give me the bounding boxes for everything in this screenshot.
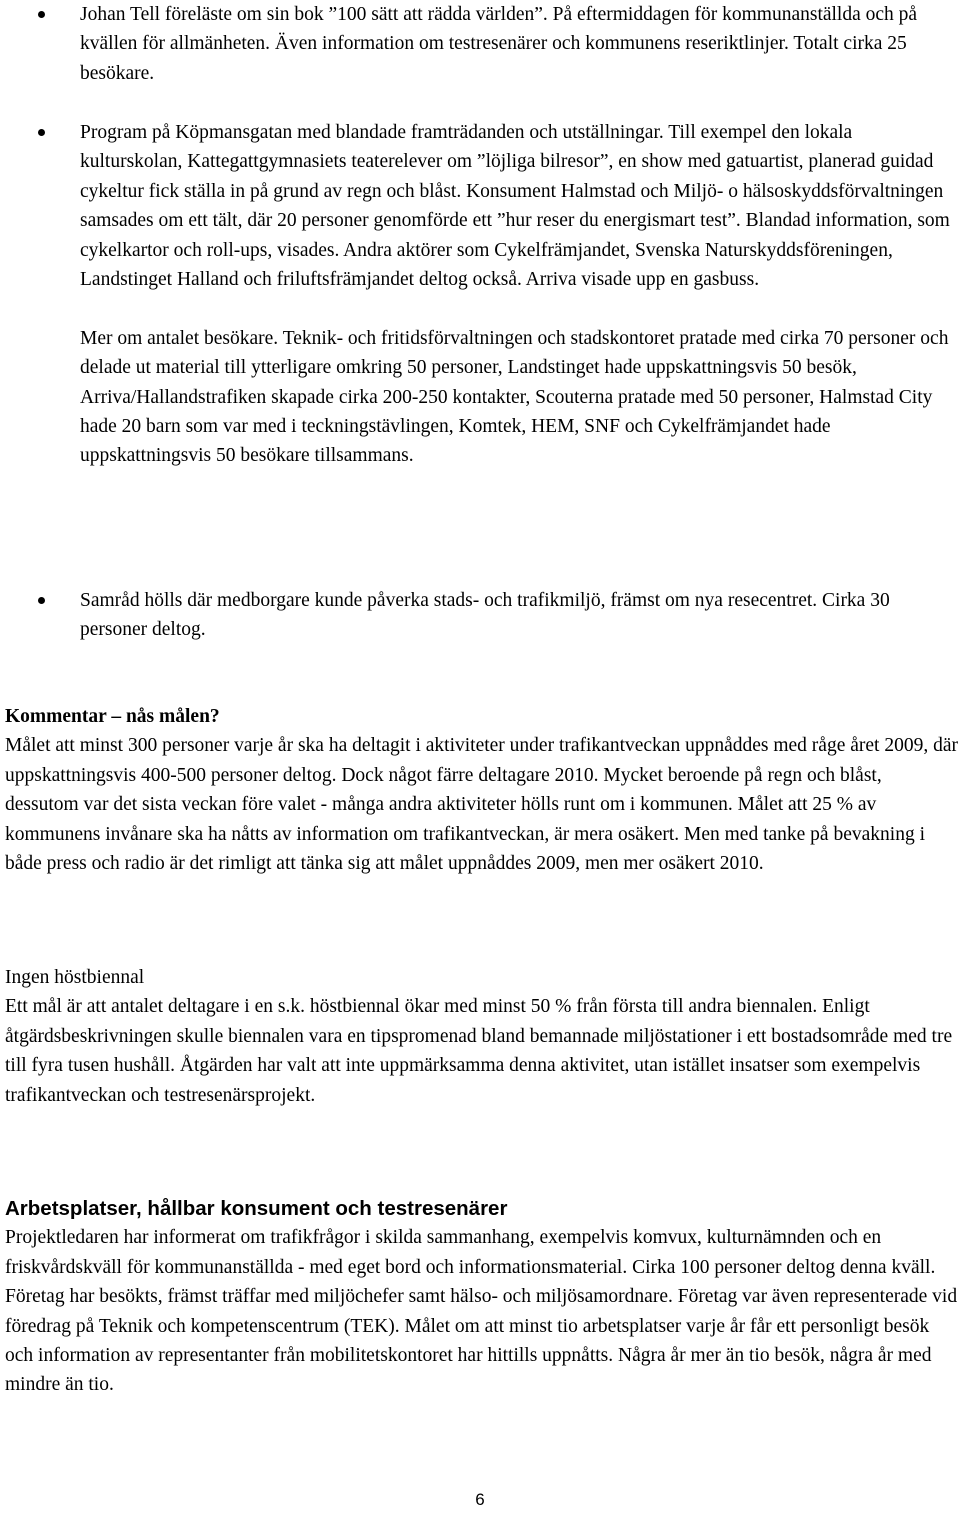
biennal-section: [5, 963, 958, 1110]
arbetsplatser-section: [5, 1194, 958, 1400]
paragraph: Ett mål är att antalet deltagare i en s.k. höstbiennal ökar med minst 50 % från första till andra biennalen. Enligt åtgärdsbeskrivningen skulle biennalen vara en tipspromenad bland bemannade miljöstationer i ett bostadsområde med tre till fyra tusen hushåll. Åtgärden har valt att inte uppmärksamma denna aktivitet, utan istället insatser som exempelvis trafikantveckan och testresenärsprojekt.: [5, 996, 953, 1106]
section-heading: Kommentar – nås målen?: [5, 706, 220, 727]
bullet-icon: [38, 597, 45, 604]
kommentar-section: [5, 702, 958, 878]
paragraph: Målet att minst 300 personer varje år ska ha deltagit i aktiviteter under trafikantveckan uppnåddes med råge året 2009, där uppskattningsvis 400-500 personer deltog. Dock något färre deltagare 2010. Mycket beroende på regn och blåst, dessutom var det sista veckan före valet - många andra aktiviteter hölls runt om i kommunen. Målet att 25 % av kommunens invånare ska ha nåtts av information om trafikantveckan, är mera osäkert. Men med tanke på bevakning i både press och radio är det rimligt att tänka sig att målet uppnåddes 2009, men mer osäkert 2010.: [5, 735, 958, 875]
paragraph: Program på Köpmansgatan med blandade framträdanden och utställningar. Till exempel den lokala kulturskolan, Kattegattgymnasiets teaterelever om ”löjliga bilresor”, en show med gatuartist, planerad guidad cykeltur fick ställa in på grund av regn och blåst. Konsument Halmstad och Miljö- o hälsoskyddsförvaltningen samsades om ett tält, där 20 personer genomförde ett ”hur reser du energismart test”. Blandad information, som cykelkartor och roll-ups, visades. Andra aktörer som Cykelfrämjandet, Svenska Naturskyddsföreningen, Landstinget Halland och friluftsfrämjandet deltog också. Arriva visade upp en gasbuss.: [80, 122, 950, 291]
paragraph: Mer om antalet besökare. Teknik- och fritidsförvaltningen och stadskontoret pratade med cirka 70 personer och delade ut material till ytterligare omkring 50 personer, Landstinget hade uppskattningsvis 50 besök, Arriva/Hallandstrafiken skapade cirka 200-250 kontakter, Scouterna pratade med 50 personer, Halmstad City hade 20 barn som var med i teckningstävlingen, Komtek, HEM, SNF och Cykelfrämjandet hade uppskattningsvis 50 besökare tillsammans.: [80, 327, 949, 467]
paragraph: Samråd hölls där medborgare kunde påverka stads- och trafikmiljö, främst om nya resecentret. Cirka 30 personer deltog.: [80, 590, 890, 641]
section-heading: Ingen höstbiennal: [5, 967, 145, 988]
paragraph: Johan Tell föreläste om sin bok ”100 sätt att rädda världen”. På eftermiddagen för kommunanställda och på kvällen för allmänheten. Även information om testresenärer och kommunens reseriktlinjer. Totalt cirka 25 besökare.: [80, 4, 918, 84]
list-item-text: [80, 118, 958, 471]
bullet-icon: [38, 11, 45, 18]
page-number: 6: [475, 1490, 485, 1509]
list-item-text: [80, 0, 958, 88]
list-item-text: [80, 586, 958, 645]
paragraph: Projektledaren har informerat om trafikfrågor i skilda sammanhang, exempelvis komvux, kulturnämnden och en friskvårdskväll för kommunanställda - med eget bord och informationsmaterial. Cirka 100 personer deltog denna kväll. Företag har besökts, främst träffar med miljöchefer samt hälso- och miljösamordnare. Företag var även representerade vid föredrag på Teknik och kompetenscentrum (TEK). Målet om att minst tio arbetsplatser varje år får ett personligt besök och information av representanter från mobilitetskontoret har hittills uppnåtts. Några år mer än tio besök, några år med mindre än tio.: [5, 1227, 958, 1396]
bullet-icon: [38, 129, 45, 136]
section-heading: Arbetsplatser, hållbar konsument och testresenärer: [5, 1197, 508, 1220]
